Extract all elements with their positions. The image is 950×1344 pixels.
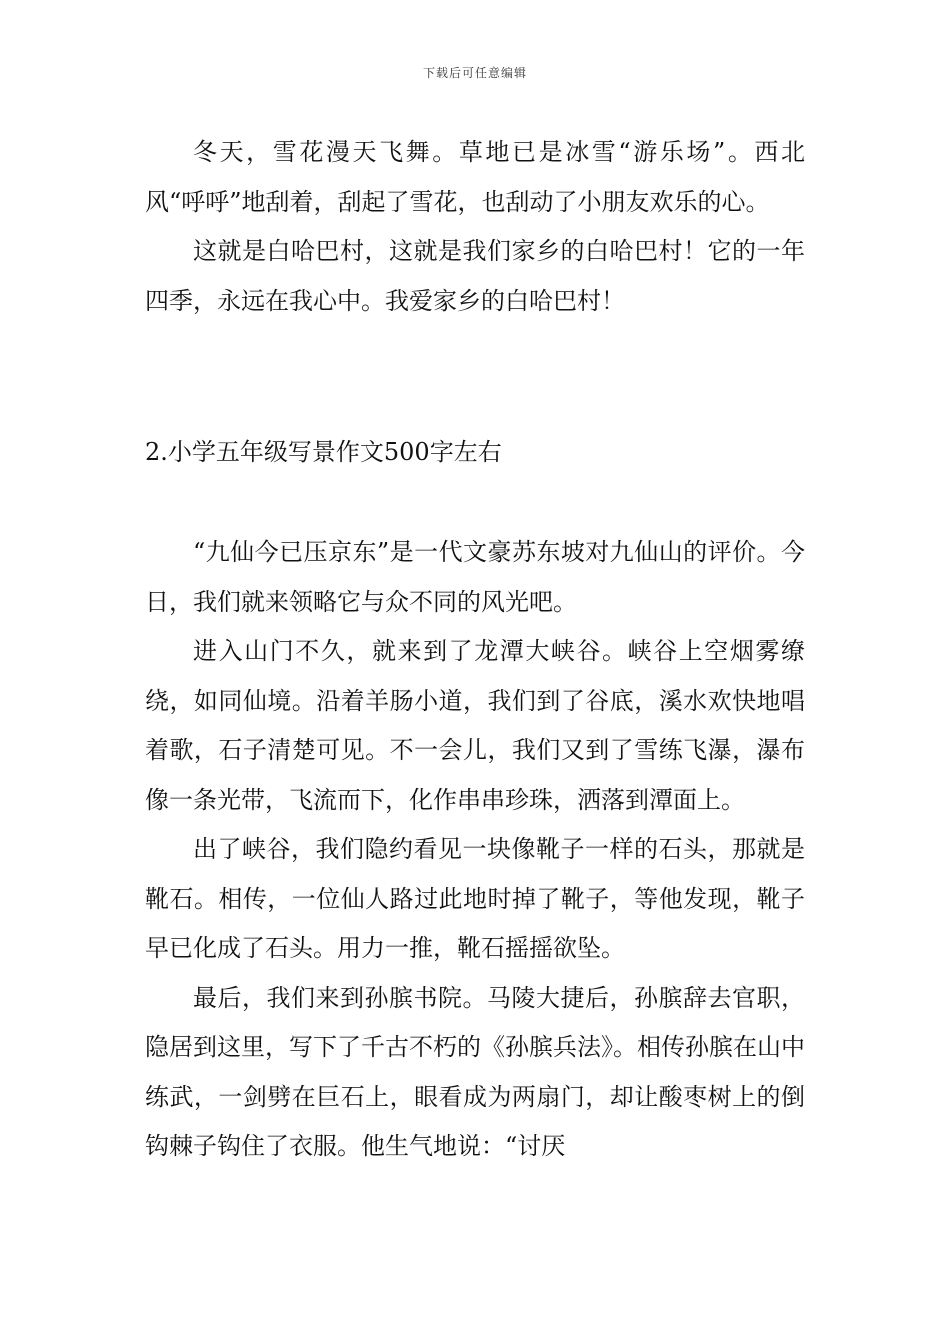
section-heading: 2.小学五年级写景作文500字左右 <box>145 438 502 466</box>
paragraph: 出了峡谷，我们隐约看见一块像靴子一样的石头，那就是靴石。相传，一位仙人路过此地时掉了靴子，等他发现，靴子早已化成了石头。用力一推，靴石摇摇欲坠。 <box>145 835 805 962</box>
paragraph: 这就是白哈巴村，这就是我们家乡的白哈巴村！它的一年四季，永远在我心中。我爱家乡的白哈巴村！ <box>145 237 805 315</box>
text-block-1 <box>145 128 805 326</box>
paragraph: 进入山门不久，就来到了龙潭大峡谷。峡谷上空烟雾缭绕，如同仙境。沿着羊肠小道，我们到了谷底，溪水欢快地唱着歌，石子清楚可见。不一会儿，我们又到了雪练飞瀑，瀑布像一条光带，飞流而下，化作串串珍珠，洒落到潭面上。 <box>145 637 805 814</box>
text-block-2 <box>145 528 805 1172</box>
paragraph: “九仙今已压京东”是一代文豪苏东坡对九仙山的评价。今日，我们就来领略它与众不同的风光吧。 <box>145 538 805 616</box>
page-header: 下载后可任意编辑 <box>422 66 527 80</box>
paragraph: 最后，我们来到孙膑书院。马陵大捷后，孙膑辞去官职，隐居到这里，写下了千古不朽的《孙膑兵法》。相传孙膑在山中练武，一剑劈在巨石上，眼看成为两扇门，却让酸枣树上的倒钩棘子钩住了衣服。他生气地说：“讨厌 <box>145 983 805 1160</box>
paragraph: 冬天，雪花漫天飞舞。草地已是冰雪“游乐场”。西北风“呼呼”地刮着，刮起了雪花，也刮动了小朋友欢乐的心。 <box>145 138 805 216</box>
